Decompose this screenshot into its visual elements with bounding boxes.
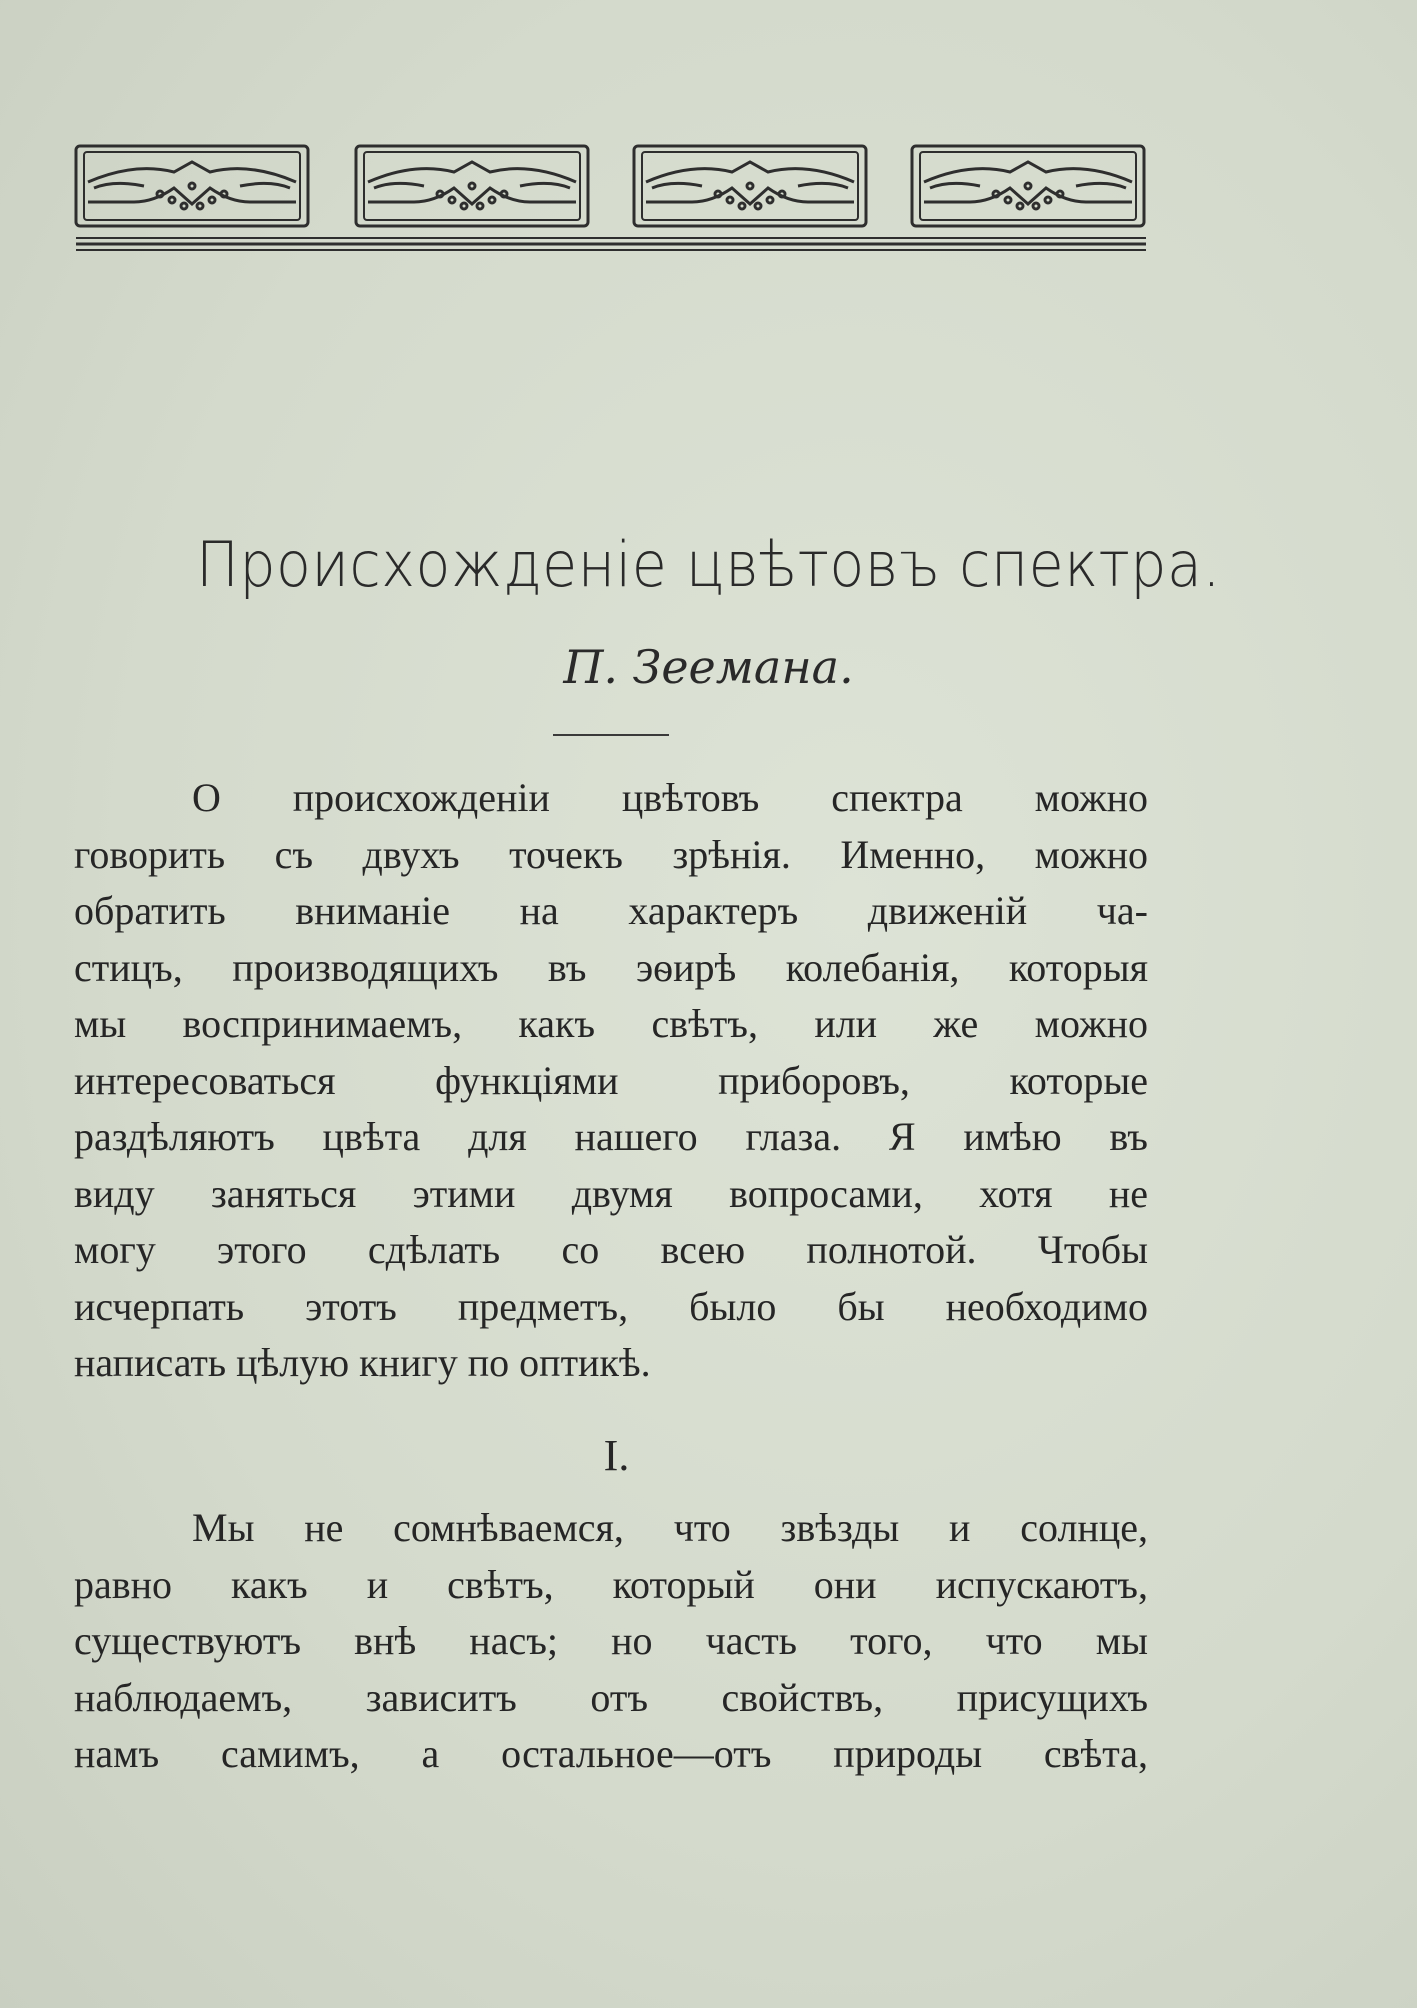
ornament-panel (634, 146, 866, 226)
text-line: намъ самимъ, а остальное—отъ природы свѣта, (74, 1731, 1148, 1776)
paragraph-intro (74, 770, 1148, 1392)
ornament-panel (76, 146, 308, 226)
text-line: раздѣляютъ цвѣта для нашего глаза. Я имѣю въ (74, 1114, 1148, 1159)
text-line: существуютъ внѣ насъ; но часть того, что мы (74, 1618, 1148, 1663)
text-line: говорить съ двухъ точекъ зрѣнія. Именно, можно (74, 831, 1148, 877)
text-line: интересоваться функціями приборовъ, которые (74, 1057, 1148, 1103)
text-line: написать цѣлую книгу по оптикѣ. (74, 1340, 651, 1385)
text-line: равно какъ и свѣтъ, который они испускаютъ, (74, 1561, 1148, 1607)
text-line: стицъ, производящихъ въ эѳирѣ колебанія, которыя (74, 944, 1148, 990)
text-line: мы воспринимаемъ, какъ свѣтъ, или же можно (74, 1001, 1148, 1046)
text-line: исчерпать этотъ предметъ, было бы необходимо (74, 1283, 1148, 1329)
divider-rule (553, 734, 669, 736)
text-line: могу этого сдѣлать со всею полнотой. Чтобы (74, 1227, 1148, 1272)
text-line: Мы не сомнѣваемся, что звѣзды и солнце, (192, 1505, 1148, 1550)
paragraph-section-1 (74, 1500, 1148, 1783)
text-line: наблюдаемъ, зависитъ отъ свойствъ, присущихъ (74, 1674, 1148, 1720)
section-number: I. (603, 1431, 630, 1480)
text-line: О происхожденіи цвѣтовъ спектра можно (192, 775, 1148, 820)
ornament-panel (912, 146, 1144, 226)
decorative-header-ornament (74, 142, 1148, 252)
ornament-panel (356, 146, 588, 226)
article-author: П. Зеемана. (563, 640, 854, 694)
text-line: виду заняться этими двумя вопросами, хотя не (74, 1170, 1148, 1216)
article-title: Происхожденіе цвѣтовъ спектра. (196, 528, 1221, 601)
text-line: обратить вниманіе на характеръ движеній ча- (74, 888, 1148, 933)
ornament-underline (76, 238, 1146, 250)
